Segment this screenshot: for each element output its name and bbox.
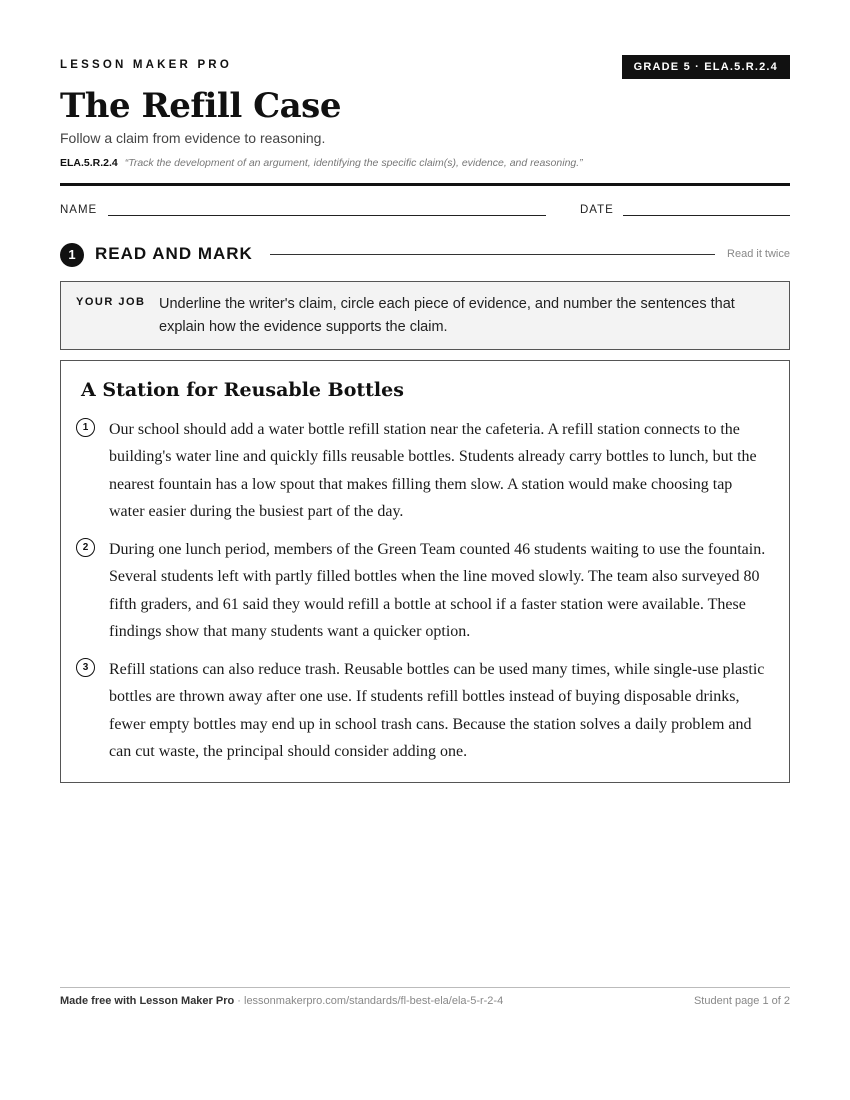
name-label: NAME <box>60 204 98 216</box>
paragraph-text[interactable]: Our school should add a water bottle refill station near the cafeteria. A refill station connects to the building's water line and quickly fills reusable bottles. Students already carry bottles to lunch, but the nearest fountain has a low spout that makes filling them slow. A station would make choosing tap water easier during the busiest part of the day. <box>109 421 757 520</box>
your-job-box <box>60 281 790 350</box>
section-note: Read it twice <box>727 248 790 260</box>
footer-made-with: Made free with Lesson Maker Pro <box>60 995 235 1007</box>
name-date-row <box>60 204 790 220</box>
paragraph-text[interactable]: Refill stations can also reduce trash. Reusable bottles can be used many times, while single-use plastic bottles are thrown away after one use. If students refill bottles instead of buying disposable drinks, fewer empty bottles may end up in school trash cans. Because the station solves a daily problem and can cut waste, the principal should consider adding one. <box>109 661 765 760</box>
grade-badge: GRADE 5 · ELA.5.R.2.4 <box>622 55 790 79</box>
paragraph-number: 2 <box>76 538 95 557</box>
page-subtitle: Follow a claim from evidence to reasoning. <box>60 130 326 146</box>
brand-name: LESSON MAKER PRO <box>60 59 232 71</box>
footer-page-number: Student page 1 of 2 <box>693 995 790 1007</box>
footer <box>60 995 790 1007</box>
your-job-text: Underline the writer's claim, circle each piece of evidence, and number the sentences that explain how the evidence supports the claim. <box>159 296 735 335</box>
top-bar <box>60 55 790 79</box>
section-divider <box>270 254 715 255</box>
passage-title: A Station for Reusable Bottles <box>81 379 404 401</box>
footer-url[interactable]: · lessonmakerpro.com/standards/fl-best-ela/ela-5-r-2-4 <box>234 995 504 1007</box>
paragraph-number: 3 <box>76 658 95 677</box>
standard-line <box>60 157 583 169</box>
standard-code: ELA.5.R.2.4 <box>60 157 118 169</box>
header-divider <box>60 183 790 186</box>
page-title: The Refill Case <box>60 86 341 126</box>
section-title: READ AND MARK <box>95 244 253 263</box>
section-read-and-mark <box>60 242 790 268</box>
paragraph-text[interactable]: During one lunch period, members of the Green Team counted 46 students waiting to use the fountain. Several students left with partly filled bottles when the line moved slowly. The team also surveyed 80 fifth graders, and 61 said they would refill a bottle at school if a faster station were available. These findings show that many students want a quicker option. <box>109 541 766 640</box>
date-label: DATE <box>580 204 614 216</box>
date-field[interactable] <box>623 215 790 216</box>
passage-box <box>60 360 790 783</box>
worksheet-page <box>60 0 790 1100</box>
section-number-badge: 1 <box>60 243 84 267</box>
paragraph-number: 1 <box>76 418 95 437</box>
standard-quote: “Track the development of an argument, identifying the specific claim(s), evidence, and reasoning.” <box>124 157 583 169</box>
your-job-label: YOUR JOB <box>76 296 146 308</box>
name-field[interactable] <box>108 215 546 216</box>
footer-divider <box>60 987 790 988</box>
